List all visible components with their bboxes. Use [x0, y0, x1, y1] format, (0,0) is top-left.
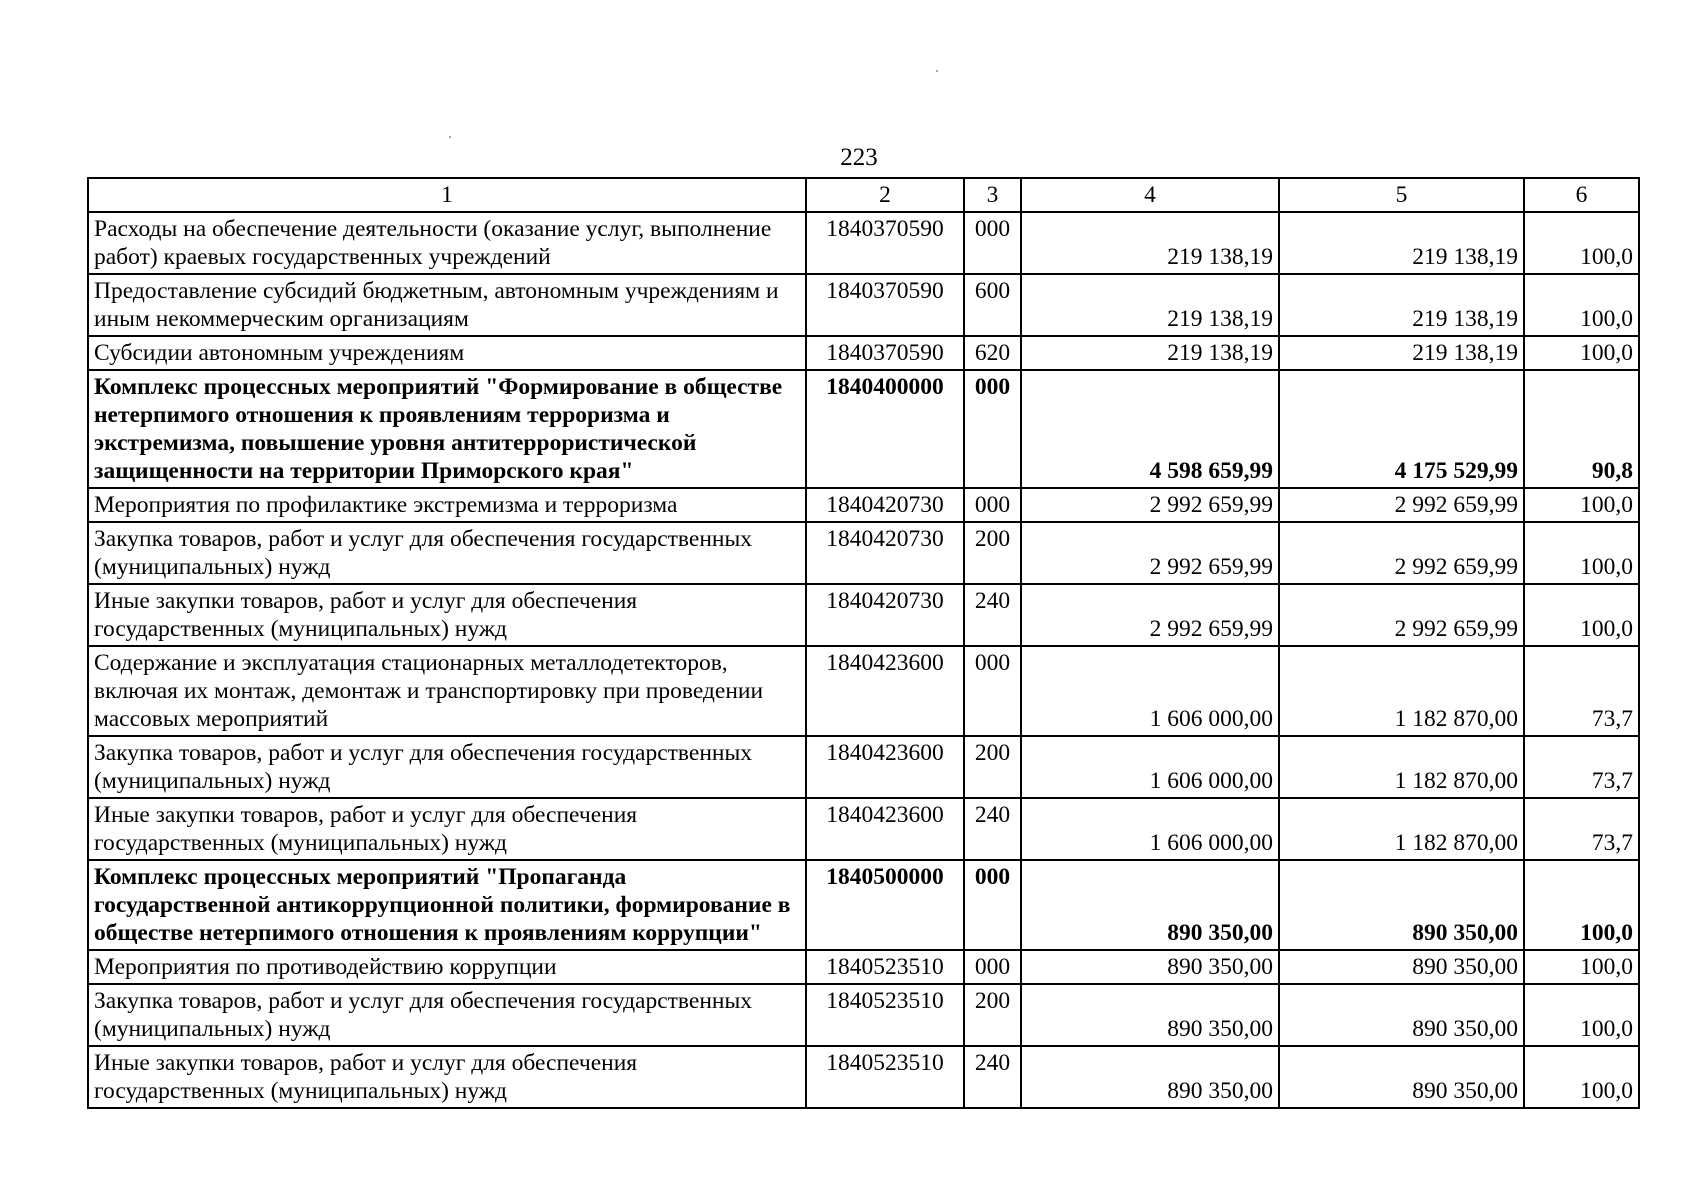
- row-plan-cell: 219 138,19: [1021, 212, 1279, 274]
- header-col-6: 6: [1524, 178, 1639, 212]
- row-percent-cell: 90,8: [1524, 370, 1639, 488]
- row-fact-cell: 1 182 870,00: [1279, 646, 1524, 736]
- row-percent-cell: 100,0: [1524, 950, 1639, 984]
- row-kvr-cell: 240: [964, 798, 1021, 860]
- table-body: [88, 212, 1639, 1108]
- row-kvr-cell: 000: [964, 370, 1021, 488]
- row-fact-cell: 2 992 659,99: [1279, 522, 1524, 584]
- table-row: [88, 212, 1639, 274]
- row-fact-cell: 890 350,00: [1279, 1046, 1524, 1108]
- row-name-cell: Расходы на обеспечение деятельности (оказание услуг, выполнение работ) краевых государственных учреждений: [88, 212, 806, 274]
- header-col-5: 5: [1279, 178, 1524, 212]
- row-percent-cell: 73,7: [1524, 798, 1639, 860]
- row-plan-cell: 890 350,00: [1021, 860, 1279, 950]
- header-col-2: 2: [806, 178, 964, 212]
- row-code-cell: 1840420730: [806, 488, 964, 522]
- table-row: [88, 336, 1639, 370]
- row-name-cell: Иные закупки товаров, работ и услуг для обеспечения государственных (муниципальных) нужд: [88, 798, 806, 860]
- row-plan-cell: 219 138,19: [1021, 336, 1279, 370]
- row-kvr-cell: 240: [964, 584, 1021, 646]
- row-name-cell: Комплекс процессных мероприятий "Формирование в обществе нетерпимого отношения к проявлениям терроризма и экстремизма, повышение уровня антитеррористической защищенности на территории Приморского края": [88, 370, 806, 488]
- row-percent-cell: 100,0: [1524, 1046, 1639, 1108]
- table-row: [88, 584, 1639, 646]
- row-name-cell: Закупка товаров, работ и услуг для обеспечения государственных (муниципальных) нужд: [88, 984, 806, 1046]
- row-percent-cell: 100,0: [1524, 860, 1639, 950]
- row-name-cell: Предоставление субсидий бюджетным, автономным учреждениям и иным некоммерческим организациям: [88, 274, 806, 336]
- row-code-cell: 1840423600: [806, 736, 964, 798]
- row-code-cell: 1840523510: [806, 984, 964, 1046]
- table-row: [88, 522, 1639, 584]
- row-code-cell: 1840523510: [806, 1046, 964, 1108]
- row-fact-cell: 219 138,19: [1279, 336, 1524, 370]
- row-name-cell: Иные закупки товаров, работ и услуг для обеспечения государственных (муниципальных) нужд: [88, 584, 806, 646]
- row-percent-cell: 100,0: [1524, 336, 1639, 370]
- row-fact-cell: 2 992 659,99: [1279, 584, 1524, 646]
- row-code-cell: 1840523510: [806, 950, 964, 984]
- row-plan-cell: 2 992 659,99: [1021, 488, 1279, 522]
- row-kvr-cell: 000: [964, 860, 1021, 950]
- table-row: [88, 736, 1639, 798]
- row-plan-cell: 890 350,00: [1021, 984, 1279, 1046]
- row-code-cell: 1840423600: [806, 646, 964, 736]
- row-plan-cell: 1 606 000,00: [1021, 646, 1279, 736]
- row-percent-cell: 100,0: [1524, 522, 1639, 584]
- header-col-1: 1: [88, 178, 806, 212]
- row-fact-cell: 1 182 870,00: [1279, 736, 1524, 798]
- budget-table: [87, 177, 1640, 1109]
- row-name-cell: Комплекс процессных мероприятий "Пропаганда государственной антикоррупционной политики, формирование в обществе нетерпимого отношения к проявлениям коррупции": [88, 860, 806, 950]
- row-fact-cell: 2 992 659,99: [1279, 488, 1524, 522]
- row-kvr-cell: 240: [964, 1046, 1021, 1108]
- table-row: [88, 274, 1639, 336]
- row-percent-cell: 73,7: [1524, 646, 1639, 736]
- row-percent-cell: 100,0: [1524, 274, 1639, 336]
- row-kvr-cell: 200: [964, 736, 1021, 798]
- row-fact-cell: 219 138,19: [1279, 212, 1524, 274]
- table-row: [88, 798, 1639, 860]
- row-name-cell: Иные закупки товаров, работ и услуг для обеспечения государственных (муниципальных) нужд: [88, 1046, 806, 1108]
- row-percent-cell: 100,0: [1524, 584, 1639, 646]
- row-plan-cell: 4 598 659,99: [1021, 370, 1279, 488]
- row-code-cell: 1840500000: [806, 860, 964, 950]
- row-plan-cell: 219 138,19: [1021, 274, 1279, 336]
- row-percent-cell: 73,7: [1524, 736, 1639, 798]
- row-code-cell: 1840423600: [806, 798, 964, 860]
- row-name-cell: Содержание и эксплуатация стационарных металлодетекторов, включая их монтаж, демонтаж и транспортировку при проведении массовых мероприятий: [88, 646, 806, 736]
- row-plan-cell: 2 992 659,99: [1021, 584, 1279, 646]
- row-kvr-cell: 200: [964, 522, 1021, 584]
- row-name-cell: Субсидии автономным учреждениям: [88, 336, 806, 370]
- row-code-cell: 1840370590: [806, 336, 964, 370]
- row-code-cell: 1840400000: [806, 370, 964, 488]
- page-number: 223: [840, 144, 878, 171]
- row-fact-cell: 1 182 870,00: [1279, 798, 1524, 860]
- row-name-cell: Закупка товаров, работ и услуг для обеспечения государственных (муниципальных) нужд: [88, 736, 806, 798]
- row-fact-cell: 890 350,00: [1279, 860, 1524, 950]
- table-row: [88, 984, 1639, 1046]
- row-plan-cell: 1 606 000,00: [1021, 736, 1279, 798]
- row-plan-cell: 890 350,00: [1021, 1046, 1279, 1108]
- row-fact-cell: 890 350,00: [1279, 950, 1524, 984]
- row-fact-cell: 890 350,00: [1279, 984, 1524, 1046]
- header-row: [88, 178, 1639, 212]
- row-name-cell: Мероприятия по противодействию коррупции: [88, 950, 806, 984]
- row-kvr-cell: 620: [964, 336, 1021, 370]
- row-kvr-cell: 000: [964, 488, 1021, 522]
- row-code-cell: 1840370590: [806, 274, 964, 336]
- row-kvr-cell: 600: [964, 274, 1021, 336]
- row-percent-cell: 100,0: [1524, 212, 1639, 274]
- table-row: [88, 860, 1639, 950]
- table-row: [88, 646, 1639, 736]
- row-kvr-cell: 000: [964, 646, 1021, 736]
- header-col-3: 3: [964, 178, 1021, 212]
- table-row: [88, 950, 1639, 984]
- row-percent-cell: 100,0: [1524, 488, 1639, 522]
- scan-speck: [936, 70, 938, 72]
- row-code-cell: 1840420730: [806, 584, 964, 646]
- row-kvr-cell: 000: [964, 950, 1021, 984]
- table-row: [88, 1046, 1639, 1108]
- table-row: [88, 370, 1639, 488]
- row-percent-cell: 100,0: [1524, 984, 1639, 1046]
- row-fact-cell: 4 175 529,99: [1279, 370, 1524, 488]
- table-row: [88, 488, 1639, 522]
- header-col-4: 4: [1021, 178, 1279, 212]
- row-name-cell: Мероприятия по профилактике экстремизма и терроризма: [88, 488, 806, 522]
- scan-speck: [449, 136, 451, 138]
- row-plan-cell: 2 992 659,99: [1021, 522, 1279, 584]
- row-code-cell: 1840420730: [806, 522, 964, 584]
- row-fact-cell: 219 138,19: [1279, 274, 1524, 336]
- row-plan-cell: 890 350,00: [1021, 950, 1279, 984]
- row-kvr-cell: 200: [964, 984, 1021, 1046]
- row-plan-cell: 1 606 000,00: [1021, 798, 1279, 860]
- row-name-cell: Закупка товаров, работ и услуг для обеспечения государственных (муниципальных) нужд: [88, 522, 806, 584]
- row-code-cell: 1840370590: [806, 212, 964, 274]
- row-kvr-cell: 000: [964, 212, 1021, 274]
